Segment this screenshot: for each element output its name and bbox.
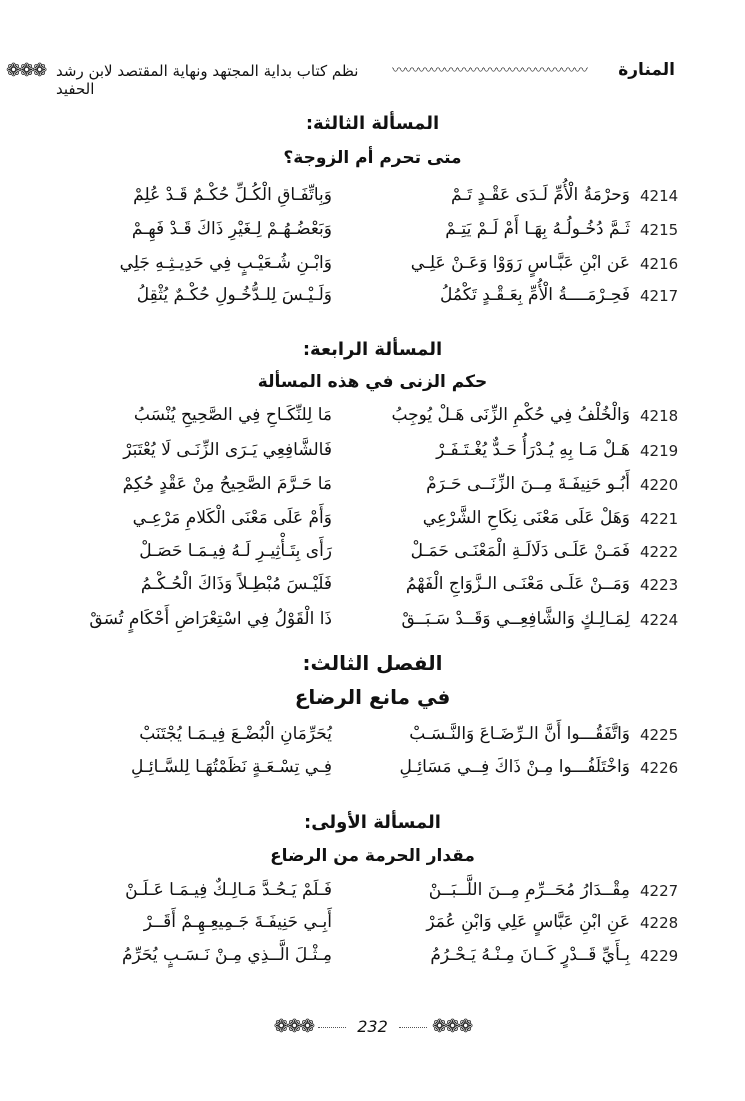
verse-first-hemistich: عَن ابْنِ عَبَّـاسٍ رَوَوْا وَعَـنْ عَلِـي: [410, 253, 630, 273]
footer-ornament-icon: ❁❁❁: [273, 1016, 314, 1037]
page-number: 232: [357, 1017, 388, 1036]
verse-first-hemistich: مِقْــدَارُ مُحَــرِّمِ مِــنَ اللَّــبَــنْ: [428, 880, 630, 900]
verse-row: [0, 757, 745, 787]
footer-divider: [318, 1027, 346, 1028]
verse-first-hemistich: ثَـمَّ دُخُـولُـهُ بِهَـا أَمْ لَـمْ يَتِـمْ: [445, 219, 630, 239]
verse-row: [0, 880, 745, 910]
verse-row: [0, 474, 745, 504]
verse-number: 4222: [640, 543, 679, 561]
verse-number: 4223: [640, 576, 679, 594]
verse-row: [0, 912, 745, 942]
verse-number: 4229: [640, 947, 679, 965]
verse-row: [0, 508, 745, 538]
running-header: [0, 56, 745, 98]
verse-number: 4215: [640, 221, 679, 239]
verse-first-hemistich: فَحِـرْمَــــةُ الْأُمِّ بِعَـقْـدٍ تَكْمُلُ: [440, 285, 630, 305]
verse-second-hemistich: مَا لِلنِّكَـاحِ فِي الصَّحِيحِ يُنْسَبُ: [133, 405, 332, 425]
verse-row: [0, 724, 745, 754]
verse-number: 4226: [640, 759, 679, 777]
verse-first-hemistich: لِمَـالِـكٍ وَالشَّافِعِــي وَقَــدْ سَـبَــقْ: [401, 609, 630, 629]
chapter-subheading: في مانع الرضاع: [294, 685, 451, 709]
footer-divider: [399, 1027, 427, 1028]
verse-number: 4228: [640, 914, 679, 932]
verse-second-hemistich: مَا حَـرَّمَ الصَّحِيحُ مِنْ عَقْدٍ حُكِمْ: [122, 474, 332, 494]
verse-number: 4224: [640, 611, 679, 629]
verse-row: [0, 405, 745, 435]
verse-row: [0, 185, 745, 215]
verse-number: 4221: [640, 510, 679, 528]
chapter-heading: الفصل الثالث:: [302, 651, 443, 675]
verse-number: 4218: [640, 407, 679, 425]
section-subheading: متى تحرم أم الزوجة؟: [283, 148, 462, 168]
verse-number: 4214: [640, 187, 679, 205]
verse-first-hemistich: هَـلْ مَـا بِهِ يُـدْرَأُ حَـدٌّ يُغْـتَـفَـرْ: [436, 440, 630, 460]
verse-row: [0, 541, 745, 571]
verse-first-hemistich: بِـأَيِّ قَــدْرٍ كَــانَ مِـنْـهُ يَـحْـرُمُ: [430, 945, 630, 965]
verse-first-hemistich: وَهَلْ عَلَى مَعْنَى نِكَاحِ الشَّرْعِي: [422, 508, 630, 528]
running-title: نظم كتاب بداية المجتهد ونهاية المقتصد لابن رشد الحفيد: [56, 62, 359, 98]
verse-second-hemistich: فَـلَمْ يَـحُـدَّ مَـالِـكٌ فِيـمَـا عَـلَـنْ: [125, 880, 332, 900]
verse-second-hemistich: يُحَرِّمَانِ الْبُضْـعَ فِيـمَـا يُجْتَنَبْ: [139, 724, 332, 744]
section-heading: المسألة الرابعة:: [302, 339, 443, 360]
verse-row: [0, 219, 745, 249]
verse-second-hemistich: وَبِاتِّفَـاقِ الْكُـلِّ حُكْـمٌ قَـدْ عُلِمْ: [133, 185, 332, 205]
verse-first-hemistich: وَمَــنْ عَلَـى مَعْنَـى الـزَّوَاجِ الْفَهْمُ: [405, 574, 630, 594]
verse-second-hemistich: فِـي تِسْـعَـةٍ نَظَمْتُهَـا لِلسَّـائِـلِ: [130, 757, 332, 777]
verse-second-hemistich: وَابْـنِ شُـعَيْـبٍ فِي حَدِيـثِـهِ جَلِي: [119, 253, 332, 273]
verse-second-hemistich: مِـثْـلَ الَّــذِي مِـنْ نَـسَـبٍ يُحَرِّمُ: [122, 945, 332, 965]
page-footer: [0, 1016, 745, 1037]
verse-first-hemistich: وَالْخُلْفُ فِي حُكْمِ الزِّنَى هَـلْ يُوجِبُ: [391, 405, 630, 425]
verse-number: 4225: [640, 726, 679, 744]
header-ornament-icon: ❁❁❁: [6, 60, 46, 81]
verse-second-hemistich: وَلَـيْـسَ لِلـدُّخُـولِ حُكْـمٌ يُثْقِلُ: [136, 285, 332, 305]
verse-first-hemistich: فَمَـنْ عَلَـى دَلَالَـةِ الْمَعْنَـى حَمَـلْ: [410, 541, 630, 561]
verse-first-hemistich: عَنِ ابْنِ عَبَّاسٍ عَلِي وَابْنِ عُمَرْ: [426, 912, 630, 932]
verse-number: 4220: [640, 476, 679, 494]
verse-number: 4217: [640, 287, 679, 305]
header-wave-divider: 〰〰〰〰〰〰〰〰〰〰〰〰〰〰〰: [392, 63, 587, 79]
verse-second-hemistich: وَأَمْ عَلَى مَعْنَى الْكَلامِ مَرْعِـي: [132, 508, 332, 528]
verse-row: [0, 609, 745, 639]
verse-row: [0, 574, 745, 604]
verse-number: 4216: [640, 255, 679, 273]
header-brand: المنارة: [618, 60, 675, 80]
section-heading: المسألة الثالثة:: [305, 113, 440, 134]
section-subheading: مقدار الحرمة من الرضاع: [270, 846, 475, 866]
verse-row: [0, 440, 745, 470]
verse-first-hemistich: وَاخْتَلَفُـــوا مِـنْ ذَاكَ فِــي مَسَائِـلِ: [399, 757, 630, 777]
verse-first-hemistich: وَحرْمَةُ الْأُمِّ لَـدَى عَقْـدٍ تَـمْ: [451, 185, 630, 205]
verse-second-hemistich: أَبِـي حَنِيفَـةَ جَـمِيعِـهِـمْ أَقَــرْ: [143, 912, 332, 932]
footer-ornament-icon: ❁❁❁: [431, 1016, 472, 1037]
section-subheading: حكم الزنى في هذه المسألة: [257, 372, 488, 392]
verse-second-hemistich: وَبَعْضُـهُـمْ لِـغَيْرِ ذَاكَ قَـدْ فَهِـمْ: [131, 219, 332, 239]
verse-first-hemistich: أَبُـو حَنِيفَـةَ مِــنَ الزِّنَــى حَـرَمْ: [426, 474, 630, 494]
verse-second-hemistich: فَلَيْـسَ مُبْطِـلاً وَذَاكَ الْحُـكْـمُ: [140, 574, 332, 594]
section-heading: المسألة الأولى:: [304, 812, 441, 833]
verse-number: 4227: [640, 882, 679, 900]
verse-second-hemistich: رَأَى بِتَـأْثِيـرِ لَـهُ فِيـمَـا حَصَـلْ: [139, 541, 332, 561]
verse-second-hemistich: ذَا الْقَوْلُ فِي اسْتِعْرَاضِ أَحْكَامٍ تُسَقْ: [89, 609, 332, 629]
verse-row: [0, 285, 745, 315]
verse-second-hemistich: فَالشَّافِعِي يَـرَى الزِّنَـى لَا يُعْتَبَرْ: [123, 440, 332, 460]
verse-row: [0, 253, 745, 283]
verse-number: 4219: [640, 442, 679, 460]
verse-first-hemistich: وَاتَّفَقُـــوا أَنَّ الـرِّضَـاعَ وَالنَّـسَـبْ: [409, 724, 630, 744]
verse-row: [0, 945, 745, 975]
